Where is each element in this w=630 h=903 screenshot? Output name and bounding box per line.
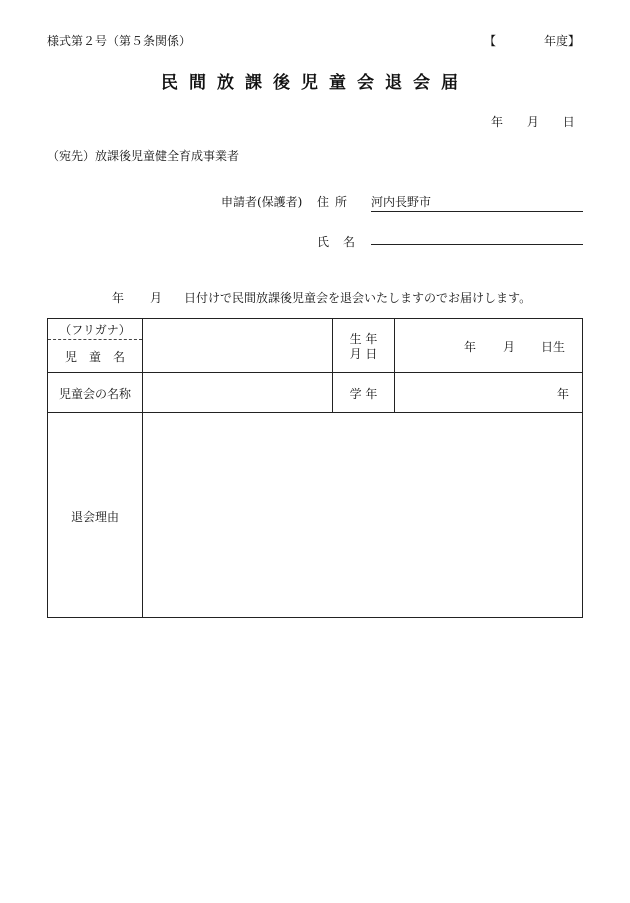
notice-year-label: 年 — [112, 291, 125, 305]
dob-field[interactable] — [395, 319, 582, 372]
fiscal-year-field[interactable] — [484, 32, 580, 49]
fiscal-year-label: 年度】 — [544, 34, 581, 48]
fiscal-year-open-bracket: 【 — [484, 34, 497, 48]
notice-text: 日付けで民間放課後児童会を退会いたしますのでお届けします。 — [184, 291, 532, 305]
recipient: （宛先）放課後児童健全育成事業者 — [47, 149, 240, 163]
date-day-label: 日 — [562, 115, 575, 129]
withdrawal-form-table — [47, 318, 583, 618]
dob-month-label: 月 — [503, 340, 516, 354]
table-divider — [48, 339, 142, 340]
date-year-label: 年 — [491, 115, 504, 129]
club-name-label: 児童会の名称 — [58, 387, 131, 401]
submission-date-field[interactable] — [491, 113, 575, 130]
name-label: 氏名 — [317, 235, 370, 249]
grade-label: 学 年 — [349, 387, 378, 401]
grade-unit-label: 年 — [557, 387, 570, 401]
name-field[interactable] — [371, 244, 583, 245]
dob-label-line1: 生 年 — [349, 332, 378, 346]
child-name-label: 児 童 名 — [64, 350, 125, 364]
applicant-label: 申請者(保護者) — [221, 195, 303, 209]
grade-field[interactable] — [395, 373, 582, 412]
dob-label-line2: 月 日 — [349, 347, 378, 361]
address-label: 住所 — [317, 195, 354, 209]
address-field[interactable]: 河内長野市 — [371, 193, 583, 212]
dob-year-label: 年 — [464, 340, 477, 354]
document-title: 民間放課後児童会退会届 — [161, 73, 469, 93]
date-month-label: 月 — [526, 115, 539, 129]
notice-month-label: 月 — [150, 291, 163, 305]
reason-label: 退会理由 — [70, 510, 119, 524]
withdrawal-notice — [112, 289, 531, 306]
furigana-field[interactable] — [143, 319, 332, 339]
furigana-label: （フリガナ） — [59, 323, 131, 337]
form-number: 様式第２号（第５条関係） — [47, 34, 192, 48]
club-name-field[interactable] — [143, 373, 332, 412]
dob-day-label: 日生 — [541, 340, 566, 354]
reason-field[interactable] — [143, 413, 582, 617]
child-name-field[interactable] — [143, 340, 332, 372]
